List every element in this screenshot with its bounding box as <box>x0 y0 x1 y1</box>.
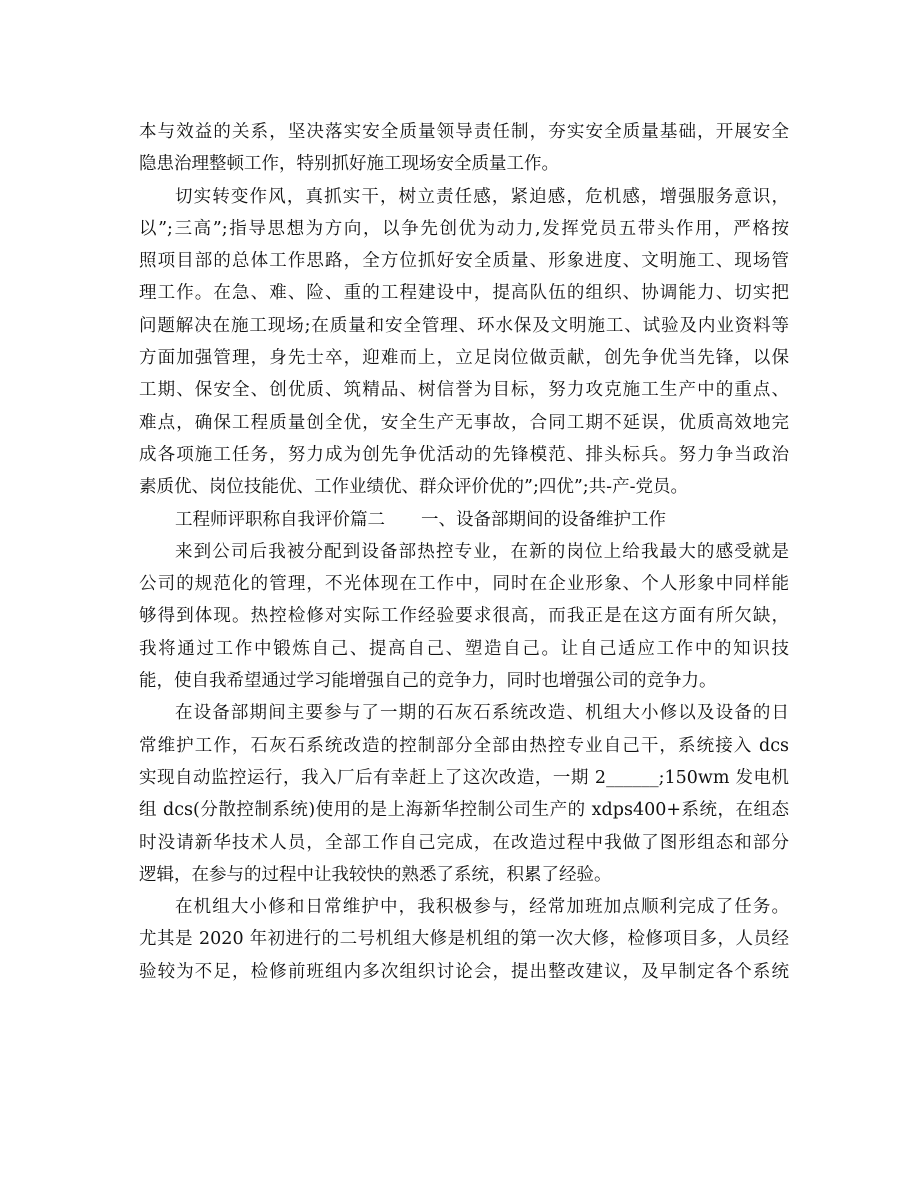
text-line: 我将通过工作中锻炼自己、提高自己、塑造自己。让自己适应工作中的知识技 <box>139 638 789 659</box>
text-line: 以”;三高”;指导思想为方向，以争先创优为动力,发挥党员五带头作用，严格按 <box>139 218 789 239</box>
text-line: 问题解决在施工现场;在质量和安全管理、环水保及文明施工、试验及内业资料等 <box>139 315 789 336</box>
text-line: 隐患治理整顿工作，特别抓好施工现场安全质量工作。 <box>139 154 559 175</box>
text-line: 够得到体现。热控检修对实际工作经验要求很高，而我正是在这方面有所欠缺， <box>139 606 789 627</box>
text-line: 本与效益的关系，坚决落实安全质量领导责任制，夯实安全质量基础，开展安全 <box>139 122 789 142</box>
section-title: 工程师评职称自我评价篇二 <box>175 509 385 530</box>
document-body <box>139 116 789 988</box>
text-line: 能，使自我希望通过学习能增强自己的竞争力，同时也增强公司的竞争力。 <box>139 671 717 692</box>
text-line: 照项目部的总体工作思路，全方位抓好安全质量、形象进度、文明施工、现场管 <box>139 251 789 272</box>
text-line: 验较为不足，检修前班组内多次组织讨论会，提出整改建议，及早制定各个系统 <box>139 961 789 982</box>
text-line: 理工作。在急、难、险、重的工程建设中，提高队伍的组织、协调能力、切实把 <box>139 283 789 304</box>
text-line: 逻辑，在参与的过程中让我较快的熟悉了系统，积累了经验。 <box>139 864 612 885</box>
text-line: 方面加强管理，身先士卒，迎难而上，立足岗位做贡献，创先争优当先锋，以保 <box>139 348 789 369</box>
text-line: 成各项施工任务，努力成为创先争优活动的先锋模范、排头标兵。努力争当政治 <box>139 444 789 465</box>
text-line: 常维护工作，石灰石系统改造的控制部分全部由热控专业自己干，系统接入 dcs <box>139 735 789 756</box>
text-line: 尤其是 2020 年初进行的二号机组大修是机组的第一次大修，检修项目多，人员经 <box>139 929 789 950</box>
section-heading-line <box>139 504 789 536</box>
text-line: 来到公司后我被分配到设备部热控专业，在新的岗位上给我最大的感受就是 <box>175 541 789 562</box>
text-line: 切实转变作风，真抓实干，树立责任感，紧迫感，危机感，增强服务意识， <box>175 186 789 207</box>
text-line: 素质优、岗位技能优、工作业绩优、群众评价优的”;四优”;共-产-党员。 <box>139 477 689 498</box>
text-line: 工期、保安全、创优质、筑精品、树信誉为目标，努力攻克施工生产中的重点、 <box>139 380 789 401</box>
text-line: 实现自动监控运行，我入厂后有幸赶上了这次改造，一期 2______;150wm 发电机 <box>139 767 789 788</box>
text-line: 公司的规范化的管理，不光体现在工作中，同时在企业形象、个人形象中同样能 <box>139 574 789 595</box>
text-line: 在设备部期间主要参与了一期的石灰石系统改造、机组大小修以及设备的日 <box>175 703 789 724</box>
section-subtitle: 一、设备部期间的设备维护工作 <box>421 509 666 530</box>
text-line: 组 dcs(分散控制系统)使用的是上海新华控制公司生产的 xdps400+系统，在组态 <box>139 800 789 821</box>
text-line: 在机组大小修和日常维护中，我积极参与，经常加班加点顺利完成了任务。 <box>175 897 789 918</box>
text-line: 时没请新华技术人员，全部工作自己完成，在改造过程中我做了图形组态和部分 <box>139 832 789 853</box>
text-line: 难点，确保工程质量创全优，安全生产无事故，合同工期不延误，优质高效地完 <box>139 412 789 433</box>
